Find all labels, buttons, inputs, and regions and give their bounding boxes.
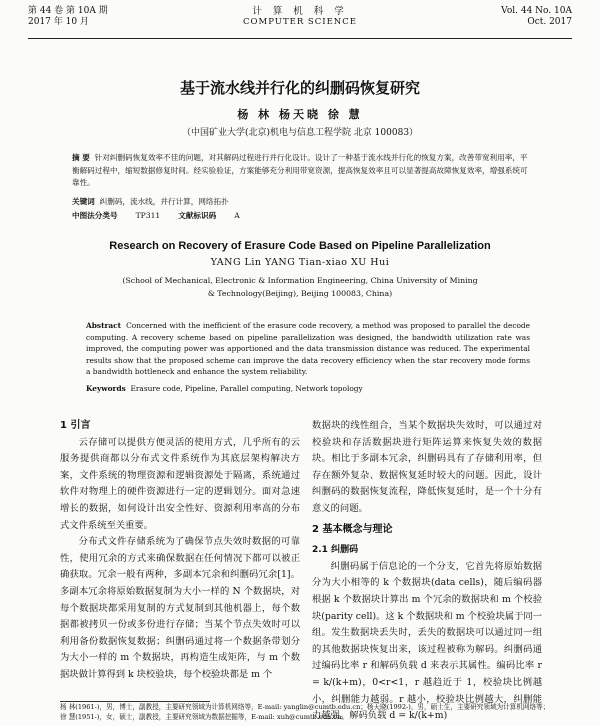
right-column-intro: 数据块的线性组合，当某个数据块失效时，可以通过对校验块和存活数据块进行矩阵运算来恢复失效的数据块。相比于多副本冗余，纠删码具有了存储利用率，但存在额外复杂、数据恢复延时较大的问题。因此，设计纠删码的数据恢复流程，降低恢复延时，是一个十分有意义的问题。	[312, 420, 542, 514]
date-cn: 2017 年 10 月	[28, 17, 89, 27]
left-column	[60, 418, 300, 684]
section-2-1-heading: 2.1 纠删码	[312, 545, 359, 556]
keywords-en-label: Keywords	[86, 384, 126, 393]
section-2-1-paragraph: 纠删码属于信息论的一个分支，它首先将原始数据分为大小相等的 k 个数据块(data cells)，随后编码器根据 k 个数据块计算出 m 个冗余的数据块和 m 个校验块(parity cell)。这 k 个数据块和 m 个校验块属于同一组。发生数据块丢失时，丢失的数据块可以通过同一组的其他数据块恢复出来，该过程被称为解码。纠删码通过编码比率 r 和解码负载 d 来表示其属性。编码比率 r = k/(k+m)，0<r<1，r 越趋近于 1，校验块比例越小，纠删能力越弱。r 越小，校验块比例越大，纠删能力越强。解码负载 d = k/(k+m)	[312, 560, 542, 722]
footnote-divider	[60, 701, 210, 702]
keywords-en	[86, 384, 530, 393]
keywords-en-text: Erasure code, Pipeline, Parallel computing, Network topology	[130, 384, 363, 393]
volume-issue-en: Vol. 44 No. 10A	[501, 6, 572, 16]
paper-title-en: Research on Recovery of Erasure Code Based on Pipeline Parallelization	[109, 240, 491, 252]
right-column	[312, 418, 542, 725]
abstract-en	[86, 320, 530, 378]
doc-code-value: A	[234, 211, 240, 220]
paper-title-cn: 基于流水线并行化的纠删码恢复研究	[179, 79, 420, 97]
doc-code-label: 文献标识码	[178, 211, 217, 220]
abstract-en-text: Concerned with the inefficient of the erasure code recovery, a method was proposed to parallel the decode computing. A recovery scheme based on pipeline parallelization was designed, the bandwidth utilization rate was improved, the computing power was apportioned and the data transmission distance was reduced. The experimental results show that the proposed scheme can improve the data recovery efficiency when the star recovery mode forms a bandwidth bottleneck and enhance the system reliability.	[86, 321, 531, 377]
abstract-cn	[72, 152, 528, 190]
affiliation-en: (School of Mechanical, Electronic & Information Engineering, China University of Mining & Technology(Beijing), Beijing 100083, China)	[122, 276, 478, 298]
date-en: Oct. 2017	[527, 17, 572, 27]
classification-cn	[72, 210, 528, 221]
section-1-paragraph: 云存储可以提供方便灵活的使用方式，几乎所有的云服务提供商都以分布式文件系统作为其底层架构解决方案，文件系统的物理资源和逻辑资源处于隔离，系统通过软件对物理上的硬件资源进行一定的逻辑划分。面对急速增长的数据，如何设计出安全性好、资源利用率高的分布式文件系统至关重要。	[60, 436, 300, 531]
journal-name-en: COMPUTER SCIENCE	[243, 17, 357, 27]
journal-name-cn: 计 算 机 科 学	[252, 6, 348, 17]
keywords-cn	[72, 196, 528, 207]
keywords-cn-label: 关键词	[72, 197, 95, 206]
issue-info-en	[501, 6, 572, 28]
abstract-en-label: Abstract	[86, 321, 122, 330]
keywords-cn-text: 纠删码，流水线，并行计算，网络拓扑	[99, 197, 229, 206]
authors-cn: 杨 林 杨天晓 徐 慧	[237, 108, 363, 121]
section-2-heading: 2 基本概念与理论	[312, 523, 393, 535]
class-value: TP311	[135, 211, 161, 220]
class-label: 中图法分类号	[72, 211, 118, 220]
volume-issue-cn: 第 44 卷 第 10A 期	[28, 6, 108, 16]
footnote-author-info: 杨 林(1961-)，男，博士，副教授，主要研究领域为计算机网络等，E-mail: yanglin@cumtb.edu.cn；杨天晓(1992-)，男，硕士生，主要研究领域为计算机网络等；徐 慧(1951-)，女，硕士，副教授，主要研究领域为数据挖掘等，E-mail: xuh@cumtb.edu.cn。	[60, 703, 550, 721]
journal-name	[28, 6, 572, 28]
section-1-heading: 1 引言	[60, 420, 91, 431]
abstract-cn-label: 摘 要	[72, 153, 90, 162]
page-header	[28, 6, 572, 39]
authors-en: YANG Lin YANG Tian-xiao XU Hui	[210, 257, 390, 268]
section-1-paragraph: 分布式文件存储系统为了确保节点失效时数据的可靠性，使用冗余的方式来确保数据在任何情况下都可以被正确获取。冗余一般有两种，多副本冗余和纠删码冗余[1]。多副本冗余将原始数据复制为大小一样的 N 个数据块，对每个数据块都采用复制的方式复制到其他机器上，每个数据都被拷贝一份或多份进行存储；当某个节点失效时可以利用备份数据恢复数据；纠删码通过将一个数据条带划分为大小一样的 m 个数据块，再构造生成矩阵，与 m 个数据块做计算得到 k 块校验块，每个校验块都是 m 个	[60, 536, 300, 680]
affiliation-cn: （中国矿业大学(北京)机电与信息工程学院 北京 100083）	[181, 128, 419, 138]
abstract-cn-text: 针对纠删码恢复效率不佳的问题，对其解码过程进行并行化设计。设计了一种基于流水线并行化的恢复方案，改善带宽利用率，平衡解码过程中，缩短数据修复时间。经实验验证，方案能够充分利用带宽资源，提高恢复效率且可以显著提高故障恢复效率，增强系统可靠性。	[72, 153, 528, 187]
